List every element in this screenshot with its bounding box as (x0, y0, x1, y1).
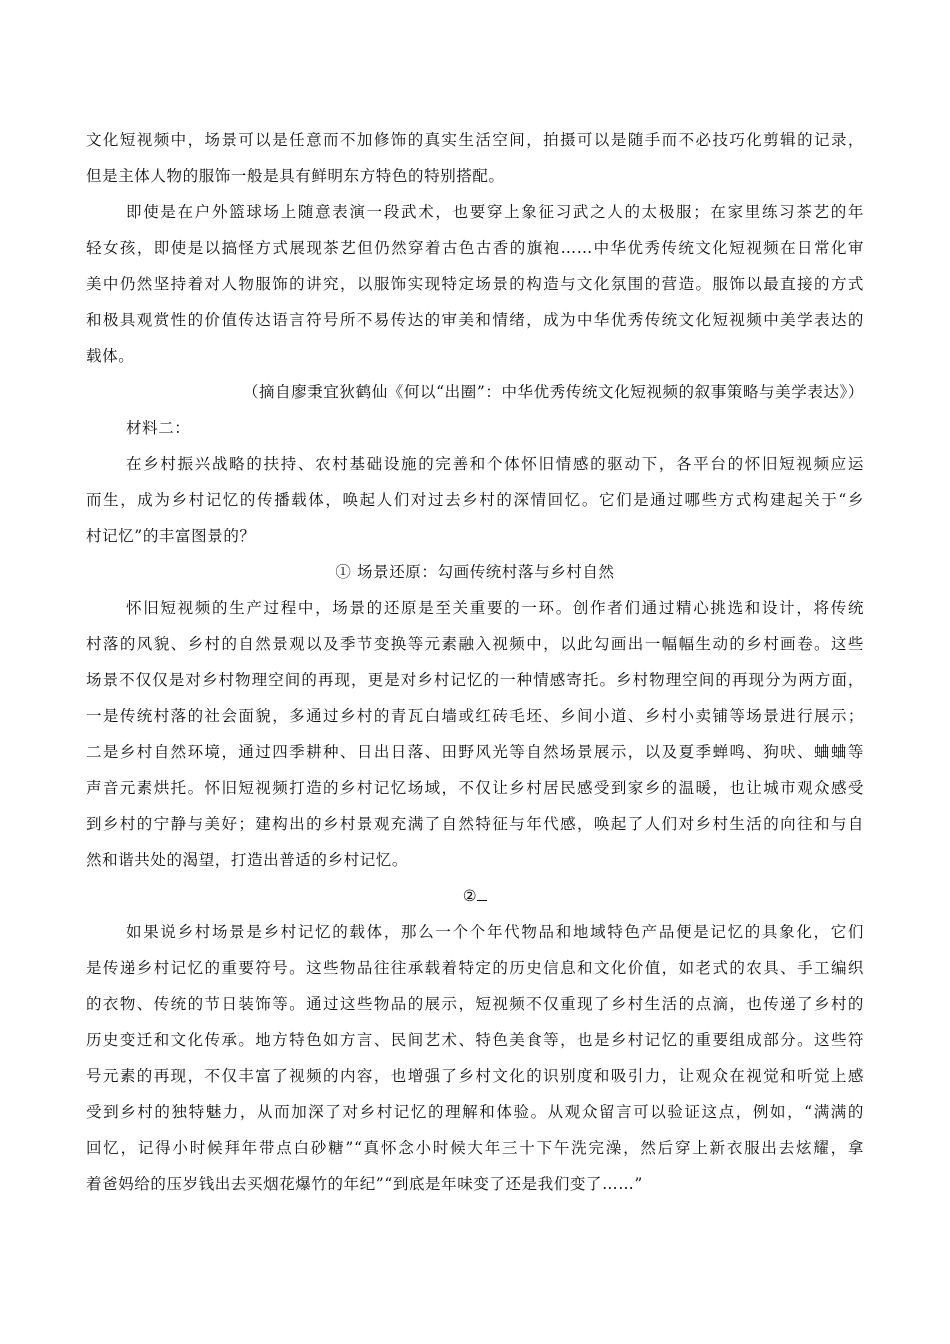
section-heading-2 (86, 878, 864, 914)
para5-line: 的衣物、传统的节日装饰等。通过这些物品的展示，短视频不仅重现了乡村生活的点滴，也传递了乡村的 (86, 995, 864, 1013)
para2-line: 和极具观赏性的价值传达语言符号所不易传达的审美和情绪，成为中华优秀传统文化短视频中美学表达的 (86, 311, 864, 329)
section-heading-1: ① 场景还原：勾画传统村落与乡村自然 (335, 563, 615, 581)
para5-line: 如果说乡村场景是乡村记忆的载体，那么一个个年代物品和地域特色产品便是记忆的具象化，它们 (126, 923, 864, 941)
para4-line: 然和谐共处的渴望，打造出普适的乡村记忆。 (86, 851, 409, 869)
para1-line: 但是主体人物的服饰一般是具有鲜明东方特色的特别搭配。 (86, 167, 505, 185)
para5-line: 着爸妈给的压岁钱出去买烟花爆竹的年纪”“到底是年味变了还是我们变了……” (86, 1175, 643, 1193)
para2-line: 载体。 (86, 347, 135, 365)
fill-in-blank (477, 886, 487, 901)
para2-line: 轻女孩，即使是以搞怪方式展现茶艺但仍然穿着古色古香的旗袍……中华优秀传统文化短视频在日常化审 (86, 239, 864, 257)
para4-line: 到乡村的宁静与美好；建构出的乡村景观充满了自然特征与年代感，唤起了人们对乡村生活的向往和与自 (86, 815, 864, 833)
para4-line: 一是传统村落的社会面貌，多通过乡村的青瓦白墙或红砖毛坯、乡间小道、乡村小卖铺等场景进行展示； (86, 707, 864, 725)
citation: （摘自廖秉宜狄鹤仙《何以“出圈”：中华优秀传统文化短视频的叙事策略与美学表达》） (242, 383, 864, 401)
para2-line: 即使是在户外篮球场上随意表演一段武术，也要穿上象征习武之人的太极服；在家里练习茶艺的年 (126, 203, 864, 221)
para5-line: 号元素的再现，不仅丰富了视频的内容，也增强了乡村文化的识别度和吸引力，让观众在视觉和听觉上感 (86, 1067, 864, 1085)
para5-line: 历史变迁和文化传承。地方特色如方言、民间艺术、特色美食等，也是乡村记忆的重要组成部分。这些符 (86, 1031, 864, 1049)
para3-line: 而生，成为乡村记忆的传播载体，唤起人们对过去乡村的深情回忆。它们是通过哪些方式构建起关于“乡 (86, 491, 864, 509)
para3-line: 村记忆”的丰富图景的？ (86, 527, 256, 545)
para3-line: 在乡村振兴战略的扶持、农村基础设施的完善和个体怀旧情感的驱动下，各平台的怀旧短视频应运 (126, 455, 864, 473)
para4-line: 场景不仅仅是对乡村物理空间的再现，更是对乡村记忆的一种情感寄托。乡村物理空间的再现分为两方面， (86, 671, 864, 689)
para5-line: 受到乡村的独特魅力，从而加深了对乡村记忆的理解和体验。从观众留言可以验证这点，例如，“满满的 (86, 1103, 864, 1121)
material2-label: 材料二： (126, 419, 191, 437)
para4-line: 声音元素烘托。怀旧短视频打造的乡村记忆场域，不仅让乡村居民感受到家乡的温暖，也让城市观众感受 (86, 779, 864, 797)
section-heading-2-number: ② (462, 887, 478, 905)
document-page (86, 122, 864, 1202)
para4-line: 二是乡村自然环境，通过四季耕种、日出日落、田野风光等自然场景展示，以及夏季蝉鸣、狗吠、蛐蛐等 (86, 743, 864, 761)
para4-line: 怀旧短视频的生产过程中，场景的还原是至关重要的一环。创作者们通过精心挑选和设计，将传统 (126, 599, 864, 617)
para5-line: 是传递乡村记忆的重要符号。这些物品往往承载着特定的历史信息和文化价值，如老式的农具、手工编织 (86, 959, 864, 977)
para2-line: 美中仍然坚持着对人物服饰的讲究，以服饰实现特定场景的构造与文化氛围的营造。服饰以最直接的方式 (86, 275, 864, 293)
para1-line: 文化短视频中，场景可以是任意而不加修饰的真实生活空间，拍摄可以是随手而不必技巧化剪辑的记录， (86, 131, 864, 149)
para4-line: 村落的风貌、乡村的自然景观以及季节变换等元素融入视频中，以此勾画出一幅幅生动的乡村画卷。这些 (86, 635, 864, 653)
para5-line: 回忆，记得小时候拜年带点白砂糖”“真怀念小时候大年三十下午洗完澡，然后穿上新衣服出去炫耀，拿 (86, 1139, 864, 1157)
